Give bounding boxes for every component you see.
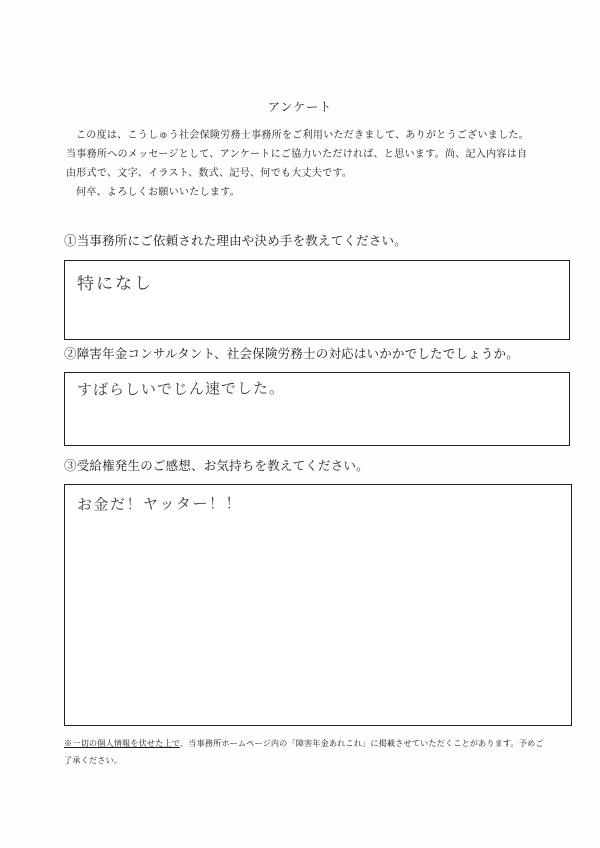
question-3-label: ③受給権発生のご感想、お気持ちを教えてください。: [64, 458, 369, 473]
intro-paragraph: この度は、こうしゅう社会保険労務士事務所をご利用いただきまして、ありがとうございました。当事務所へのメッセージとして、アンケートにご協力いただければ、と思います。尚、記入内容は自由形式で、文字、イラスト、数式、記号、何でも大丈夫です。: [66, 130, 529, 179]
handwritten-answer-3: お金だ！ヤッター！！: [76, 494, 243, 514]
privacy-footnote: [64, 735, 544, 769]
answer-box-1[interactable]: [64, 260, 570, 340]
answer-box-3[interactable]: [64, 484, 572, 726]
question-1-label: ①当事務所にご依頼された理由や決め手を教えてください。: [64, 233, 407, 248]
intro-text: [66, 126, 534, 202]
document-title: アンケート: [267, 100, 333, 114]
question-2-label: ②障害年金コンサルタント、社会保険労務士の対応はいかかでしたでしょうか。: [64, 346, 519, 361]
footnote-text: 、当事務所ホームページ内の「障害年金あれこれ」に掲載させていただくことがあります。予めご了承ください。: [64, 738, 544, 765]
handwritten-answer-1: 特になし: [76, 273, 154, 295]
intro-closing: 何卒、よろしくお願いいたします。: [76, 187, 240, 198]
answer-box-2[interactable]: [64, 372, 570, 446]
handwritten-answer-2: すばらしいでじん速でした。: [76, 379, 286, 399]
footnote-underlined: ※一切の個人情報を伏せた上で: [64, 738, 180, 748]
